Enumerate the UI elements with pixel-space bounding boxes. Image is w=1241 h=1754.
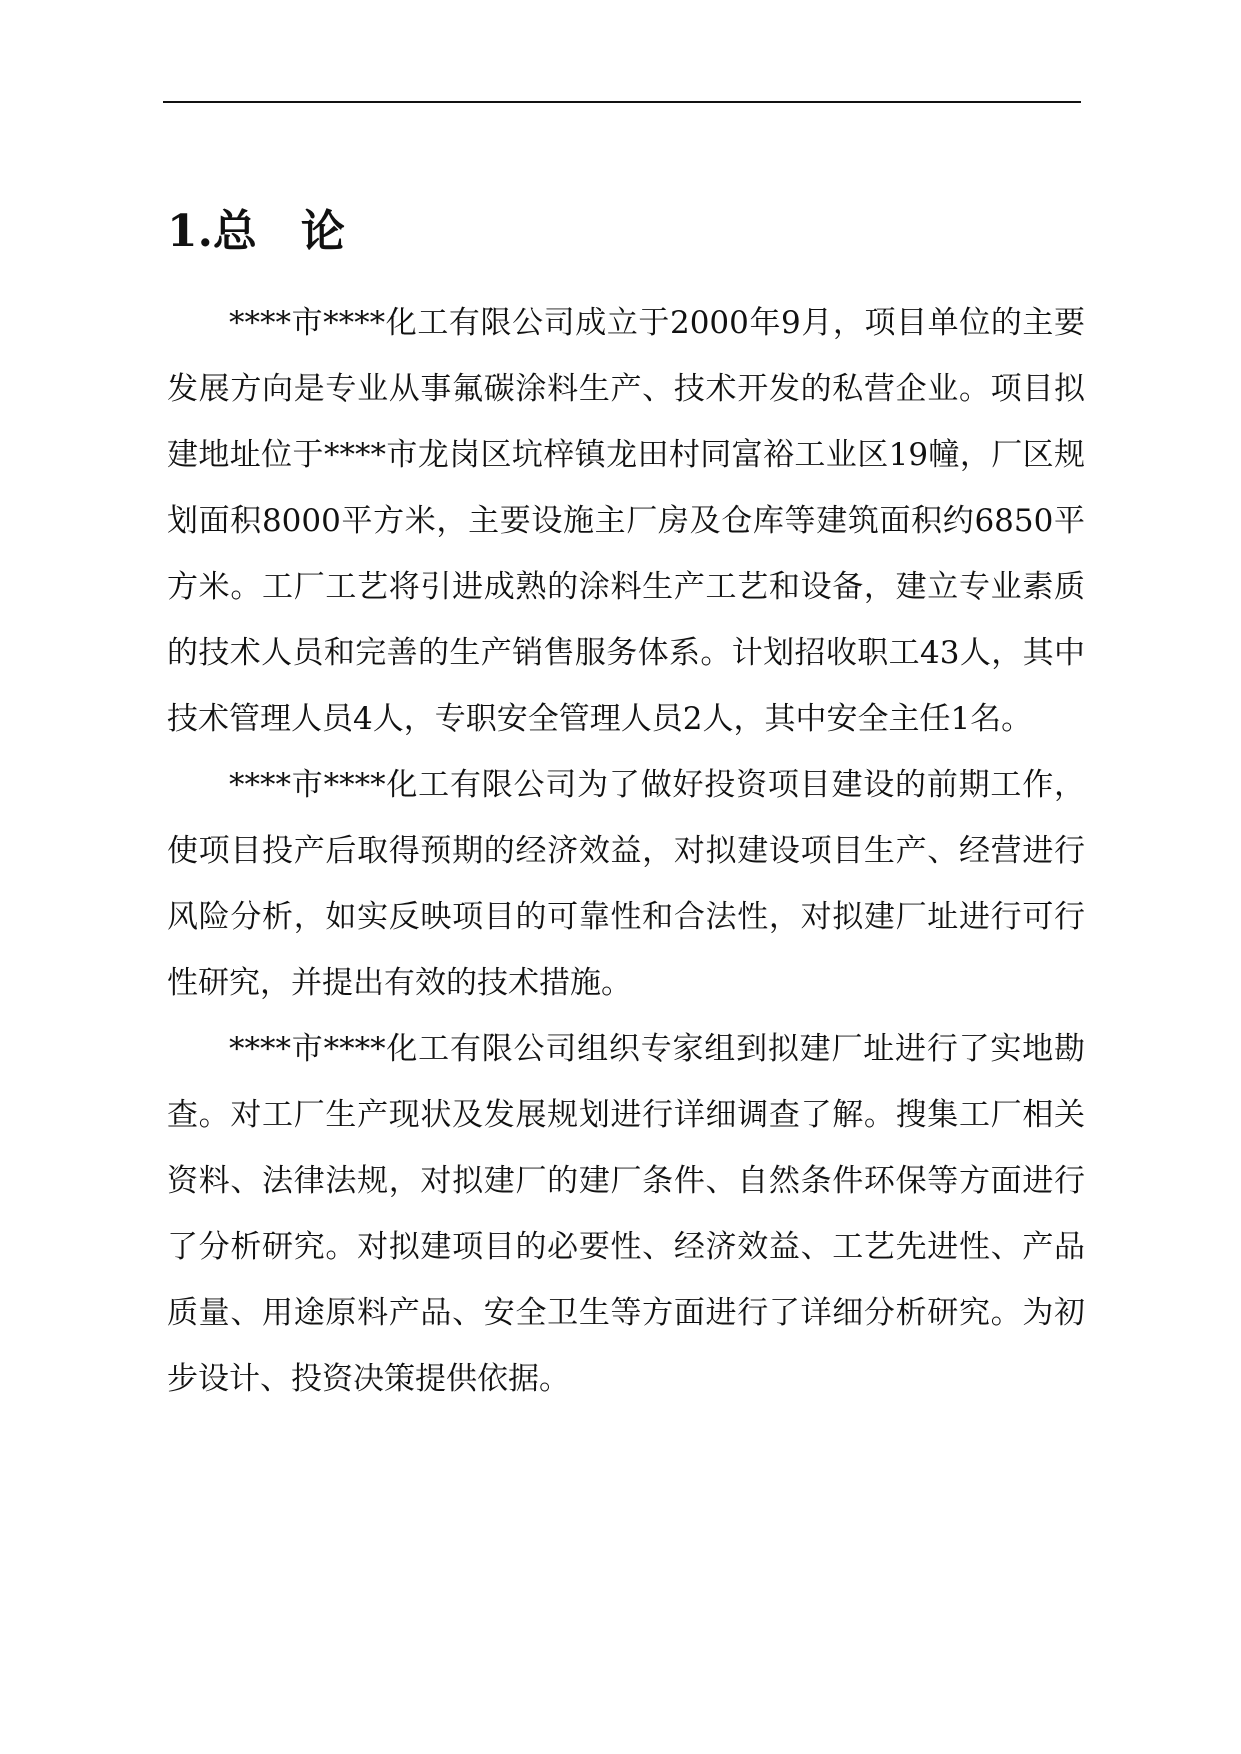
paragraph-company-overview: ****市****化工有限公司成立于2000年9月，项目单位的主要发展方向是专业从事氟碳涂料生产、技术开发的私营企业。项目拟建地址位于****市龙岗区坑梓镇龙田村同富裕工业区19幢，厂区规划面积8000平方米，主要设施主厂房及仓库等建筑面积约6850平方米。工厂工艺将引进成熟的涂料生产工艺和设备，建立专业素质的技术人员和完善的生产销售服务体系。计划招收职工43人，其中技术管理人员4人，专职安全管理人员2人，其中安全主任1名。 <box>167 305 1085 737</box>
section-title: 1.总 论 <box>167 206 345 257</box>
paragraph-preliminary-work: ****市****化工有限公司为了做好投资项目建设的前期工作，使项目投产后取得预期的经济效益，对拟建设项目生产、经营进行风险分析，如实反映项目的可靠性和合法性，对拟建厂址进行可行性研究，并提出有效的技术措施。 <box>167 767 1085 1001</box>
body-text <box>167 290 1085 1412</box>
header-rule <box>163 101 1081 103</box>
paragraph-site-survey: ****市****化工有限公司组织专家组到拟建厂址进行了实地勘查。对工厂生产现状及发展规划进行详细调查了解。搜集工厂相关资料、法律法规，对拟建厂的建厂条件、自然条件环保等方面进行了分析研究。对拟建项目的必要性、经济效益、工艺先进性、产品质量、用途原料产品、安全卫生等方面进行了详细分析研究。为初步设计、投资决策提供依据。 <box>167 1031 1085 1397</box>
